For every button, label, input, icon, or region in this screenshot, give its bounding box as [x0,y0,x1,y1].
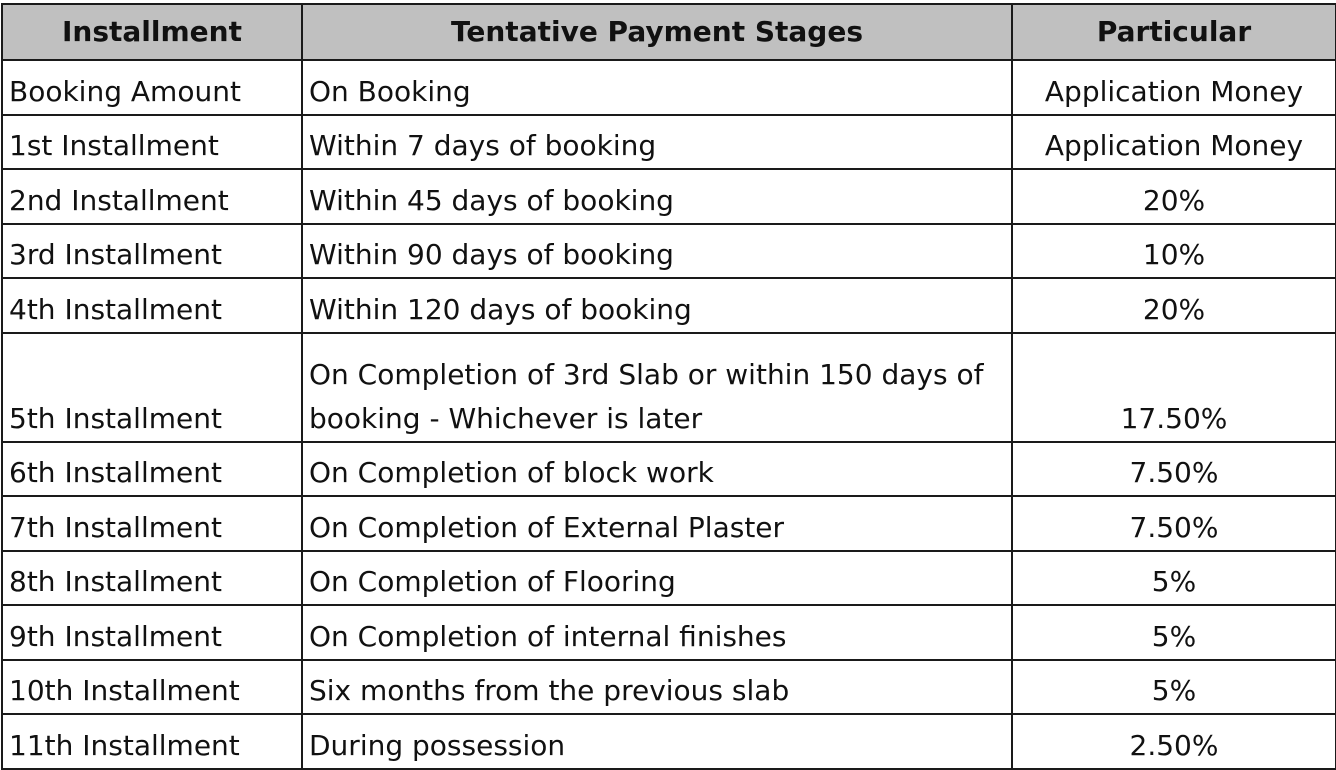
header-payment-stages: Tentative Payment Stages [302,4,1012,60]
particular-cell: 17.50% [1012,333,1336,442]
particular-cell: 7.50% [1012,496,1336,551]
payment-stage-cell: Within 90 days of booking [302,224,1012,279]
particular-cell: 5% [1012,551,1336,606]
payment-stage-cell: Within 45 days of booking [302,169,1012,224]
particular-cell: Application Money [1012,60,1336,115]
payment-stage-cell: Within 7 days of booking [302,115,1012,170]
installment-cell: 9th Installment [2,605,302,660]
installment-cell: 5th Installment [2,333,302,442]
particular-cell: 20% [1012,169,1336,224]
payment-stage-cell: On Completion of internal finishes [302,605,1012,660]
payment-stage-cell: Within 120 days of booking [302,278,1012,333]
header-particular: Particular [1012,4,1336,60]
table-row [2,442,1336,497]
installment-cell: 1st Installment [2,115,302,170]
installment-cell: 2nd Installment [2,169,302,224]
table-row [2,660,1336,715]
header-row [2,4,1336,60]
particular-cell: 10% [1012,224,1336,279]
table-row [2,551,1336,606]
payment-stage-cell: On Completion of External Plaster [302,496,1012,551]
payment-stage-cell: During possession [302,714,1012,769]
installment-cell: 3rd Installment [2,224,302,279]
table-row [2,714,1336,769]
particular-cell: Application Money [1012,115,1336,170]
installment-cell: 10th Installment [2,660,302,715]
installment-cell: Booking Amount [2,60,302,115]
payment-stage-cell: On Booking [302,60,1012,115]
installment-cell: 7th Installment [2,496,302,551]
table-row [2,60,1336,115]
payment-stage-cell: Six months from the previous slab [302,660,1012,715]
payment-stage-cell: On Completion of 3rd Slab or within 150 days of booking - Whichever is later [302,333,1012,442]
particular-cell: 2.50% [1012,714,1336,769]
table-row [2,278,1336,333]
particular-cell: 5% [1012,660,1336,715]
installment-cell: 11th Installment [2,714,302,769]
particular-cell: 7.50% [1012,442,1336,497]
particular-cell: 20% [1012,278,1336,333]
header-installment: Installment [2,4,302,60]
table-row [2,115,1336,170]
payment-stage-cell: On Completion of Flooring [302,551,1012,606]
installment-cell: 6th Installment [2,442,302,497]
installment-cell: 4th Installment [2,278,302,333]
table-row [2,605,1336,660]
table-row [2,169,1336,224]
payment-stage-cell: On Completion of block work [302,442,1012,497]
table-row [2,333,1336,442]
table-row [2,496,1336,551]
installment-cell: 8th Installment [2,551,302,606]
particular-cell: 5% [1012,605,1336,660]
table-row [2,224,1336,279]
payment-schedule-table [1,3,1336,770]
